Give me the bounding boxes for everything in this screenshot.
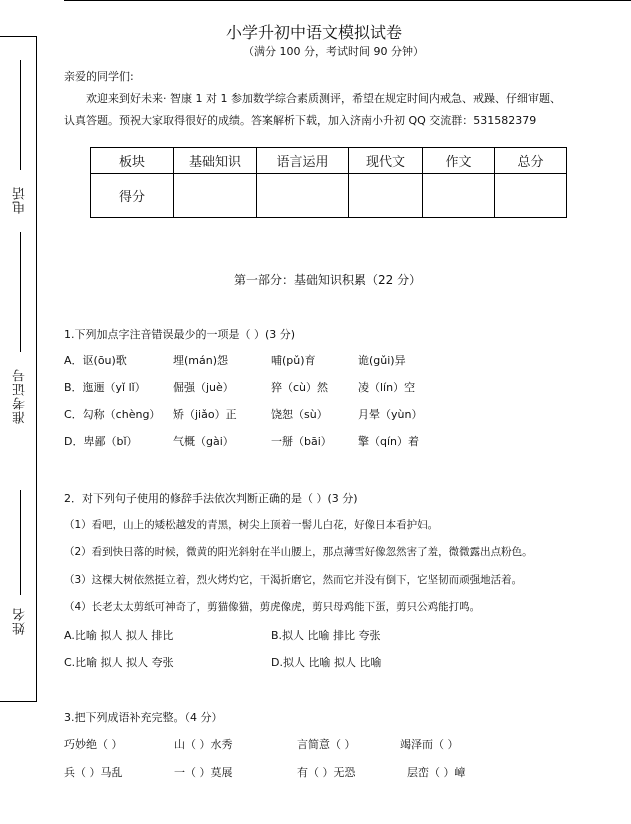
q1-option: 哺(pǔ)育 bbox=[271, 354, 316, 367]
q1-option: 饶恕（sù） bbox=[271, 408, 328, 421]
idiom-blank: 言简意（ ） bbox=[297, 738, 356, 751]
score-row-label: 得分 bbox=[91, 174, 174, 218]
q1-option: 月晕（yùn） bbox=[358, 408, 423, 421]
q1-stem: 1.下列加点字注音错误最少的一项是（ ）(3 分) bbox=[64, 328, 296, 341]
q2-item: （4）长老太太剪纸可神奇了，剪猫像猫，剪虎像虎，剪只母鸡能下蛋，剪只公鸡能打鸣。 bbox=[64, 601, 481, 613]
q1-option: 诡(gǔi)异 bbox=[358, 354, 406, 367]
q1-option: 矫（jiǎo）正 bbox=[173, 408, 237, 421]
idiom-blank: 竭泽而（ ） bbox=[400, 738, 459, 751]
name-label: 姓名 bbox=[13, 607, 28, 635]
phone-line bbox=[20, 60, 21, 170]
header-cell: 现代文 bbox=[349, 148, 423, 174]
greeting: 亲爱的同学们: bbox=[64, 70, 134, 83]
q1-option: 凌（lín）空 bbox=[358, 381, 416, 394]
q1-option: B．迤逦（yǐ lǐ） bbox=[64, 381, 146, 394]
q2-stem: 2．对下列句子使用的修辞手法依次判断正确的是（ ）(3 分) bbox=[64, 492, 358, 505]
q2-option: B.拟人 比喻 排比 夸张 bbox=[271, 629, 381, 642]
q1-option: C．勾称（chèng） bbox=[64, 408, 161, 421]
idiom-blank: 层峦（ ）嶂 bbox=[407, 766, 466, 779]
section-title: 第一部分：基础知识积累（22 分） bbox=[234, 273, 422, 287]
score-table-score-row bbox=[91, 174, 567, 218]
idiom-blank: 有（ ）无恐 bbox=[297, 766, 356, 779]
phone-label: 电话 bbox=[13, 186, 28, 214]
q2-item: （2）看到快日落的时候，微黄的阳光斜射在半山腰上，那点薄雪好像忽然害了羞，微微露出点粉色。 bbox=[64, 546, 533, 558]
q2-item: （3）这棵大树依然挺立着，烈火烤灼它，干渴折磨它，然而它并没有倒下，它坚韧而顽强地活着。 bbox=[64, 574, 523, 586]
q1-option: 气概（gài） bbox=[173, 435, 234, 448]
idiom-blank: 山（ ）水秀 bbox=[174, 738, 233, 751]
idiom-blank: 一（ ）莫展 bbox=[174, 766, 233, 779]
q1-option: 擎（qín）着 bbox=[358, 435, 420, 448]
header-cell: 总分 bbox=[495, 148, 567, 174]
header-cell: 板块 bbox=[91, 148, 174, 174]
q1-option: 猝（cù）然 bbox=[271, 381, 329, 394]
q1-option: D．卑鄙（bǐ） bbox=[64, 435, 138, 448]
score-input-cell[interactable] bbox=[495, 174, 567, 218]
score-table-header-row bbox=[91, 148, 567, 174]
header-cell: 作文 bbox=[423, 148, 495, 174]
score-input-cell[interactable] bbox=[349, 174, 423, 218]
q2-option: D.拟人 比喻 拟人 比喻 bbox=[271, 656, 382, 669]
score-input-cell[interactable] bbox=[257, 174, 349, 218]
idiom-blank: 兵（ ）马乱 bbox=[64, 766, 123, 779]
header-cell: 语言运用 bbox=[257, 148, 349, 174]
intro-line-1: 欢迎来到好未来· 智康 1 对 1 参加数学综合素质测评，希望在规定时间内戒急、戒躁、仔细审题、 bbox=[86, 92, 561, 105]
exam-id-label: 准考证号 bbox=[13, 368, 28, 424]
top-rule bbox=[64, 0, 631, 1]
q1-option: 一掰（bāi） bbox=[271, 435, 332, 448]
intro-line-2: 认真答题。预祝大家取得很好的成绩。答案解析下载，加入济南小升初 QQ 交流群：531582379 bbox=[64, 114, 537, 127]
q2-option: C.比喻 拟人 拟人 夸张 bbox=[64, 656, 174, 669]
exam-id-line bbox=[20, 232, 21, 352]
header-cell: 基础知识 bbox=[174, 148, 257, 174]
score-input-cell[interactable] bbox=[423, 174, 495, 218]
page-title: 小学升初中语文模拟试卷 bbox=[226, 23, 403, 42]
q1-option: 倔强（juè） bbox=[173, 381, 234, 394]
q2-option: A.比喻 拟人 拟人 排比 bbox=[64, 629, 174, 642]
q3-stem: 3.把下列成语补充完整。（4 分） bbox=[64, 711, 223, 724]
score-input-cell[interactable] bbox=[174, 174, 257, 218]
q1-option: A．讴(ōu)歌 bbox=[64, 354, 127, 367]
name-line bbox=[20, 490, 21, 595]
q2-item: （1）看吧，山上的矮松越发的青黑，树尖上顶着一髻儿白花，好像日本看护妇。 bbox=[64, 519, 439, 531]
page-subtitle: （满分 100 分，考试时间 90 分钟） bbox=[243, 45, 424, 58]
score-table bbox=[90, 147, 567, 218]
idiom-blank: 巧妙绝（ ） bbox=[64, 738, 123, 751]
q1-option: 埋(mán)怨 bbox=[173, 354, 229, 367]
